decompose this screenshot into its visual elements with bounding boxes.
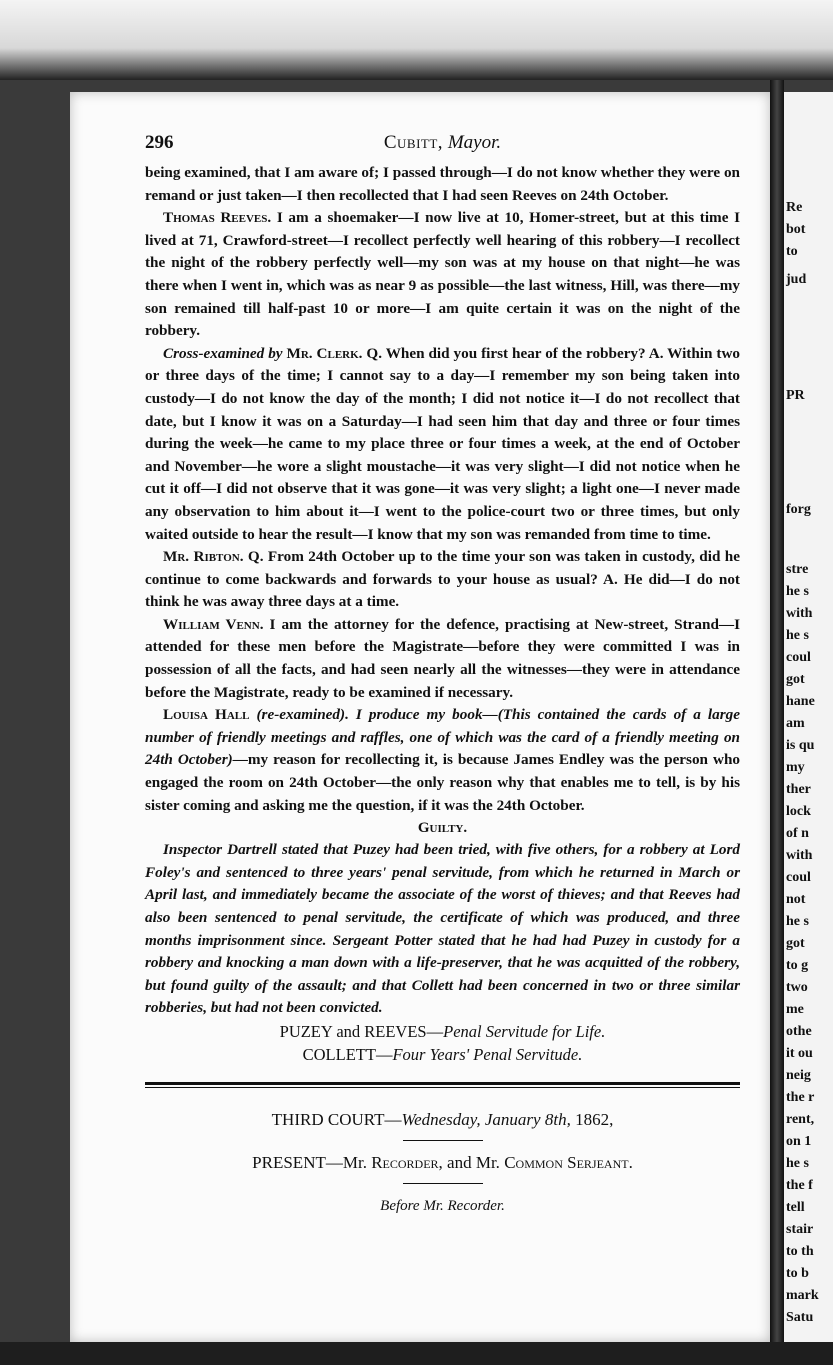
witness-name: William Venn. (163, 615, 264, 633)
right-page-fragment: of n (786, 826, 809, 841)
ribton-question (145, 546, 740, 614)
right-page-fragment: is qu (786, 738, 815, 753)
testimony-text: I am a shoemaker—I now live at 10, Homer-street, but at this time I lived at 71, Crawford-street—I recollect perfectly well hearing of this robbery—I recollect the night of the robbery perfectly well—my son was at my house on that night—he was there when I went in, which was as near 9 as possible—the last witness, Hill, was there—my son remained till half-past 10 or more—I am quite certain it was on the night of the robbery. (145, 209, 740, 340)
running-head-title: Mayor. (447, 132, 502, 153)
testimony-louisa-hall (145, 704, 740, 817)
running-head (145, 132, 740, 154)
witness-name: Louisa Hall (163, 706, 250, 724)
before-line: Before Mr. Recorder. (380, 1197, 505, 1214)
right-page-fragment: not (786, 892, 806, 907)
cross-exam-text: Q. When did you first hear of the robbery? A. Within two or three days of the time; I cannot say to a day—I remember my son being taken into custody—I do not know the day of the month; I did not notice it—I do not recollect that date, but I know it was on a Saturday—I had seen him that day and three or four times during the week—he came to my place three or four times a week, at the end of October and November—he wore a slight moustache—it was very slight—I did not notice when he cut it off—I did not observe that it was gone—it was very slight; a light one—I never made any observation to him about it—I went to the police-court two or three times, but only waited outside to hear the result—I know that my son was remanded from time to time. (145, 344, 741, 543)
right-page-fragment: got (786, 936, 805, 951)
scan-top-margin (0, 0, 833, 80)
right-page-fragment: two (786, 980, 808, 995)
book-page-right-edge (784, 92, 833, 1342)
sentence-collett (145, 1043, 740, 1066)
right-page-fragment: am (786, 716, 805, 731)
right-page-fragment: the r (786, 1090, 815, 1105)
page-content (145, 132, 740, 1215)
right-page-fragment: he s (786, 1156, 809, 1171)
right-page-fragment: with (786, 606, 813, 621)
prior-convictions-note: Inspector Dartrell stated that Puzey had been tried, with five others, for a robbery at Lord Foley's and sentenced to three years' penal servitude, from which he returned in March or April last, and immediately became the associate of the worst of thieves; and that Reeves had also been sentenced to penal servitude, the certificate of which was produced, and three months imprisonment since. Sergeant Potter stated that he had had Puzey in custody for a robbery and knocking a man down with a life-preserver, that he was acquitted of the robbery, but found guilty of the assault; and that Collett had been concerned in two or three similar robberies, but had not been convicted. (145, 841, 740, 1017)
right-page-fragment: he s (786, 584, 809, 599)
testimony-text: I am the attorney for the defence, practising at New-street, Strand—I attended for these men before the Magistrate—before they were committed I was in possession of all the facts, and had seen nearly all the witnesses—they were in attendance before the Magistrate, ready to be examined if necessary. (145, 615, 740, 701)
section-divider (145, 1082, 740, 1088)
present-line (145, 1153, 740, 1173)
sentence-puzey-reeves (145, 1020, 740, 1043)
right-page-fragment: it ou (786, 1046, 813, 1061)
verdict: Guilty. (417, 820, 468, 837)
book-note: I produce my book—(This contained the cards of a large number of friendly meetings and raffles, one of which was the card of a friendly meeting on 24th October) (145, 706, 740, 769)
book-page-left (70, 92, 770, 1342)
paragraph-continuation: being examined, that I am aware of; I passed through—I do not know whether they were on remand or just taken—I then recollected that I had seen Reeves on 24th October. (145, 164, 740, 204)
re-examined-note: (re-examined). (249, 706, 349, 724)
right-page-fragment: to b (786, 1266, 809, 1281)
right-page-fragment: to g (786, 958, 809, 973)
right-page-fragment: lock (786, 804, 811, 819)
testimony-text: —my reason for recollecting it, is because James Endley was the person who engaged the room on 24th October—the only reason why that enables me to tell, is by his sister coming and asking me the question, if it was the 24th October. (145, 751, 740, 814)
right-page-fragment: with (786, 848, 813, 863)
counsel-name: Mr. Clerk. (286, 344, 363, 362)
book-gutter (770, 80, 784, 1365)
right-page-fragment: PR (786, 388, 805, 403)
right-page-fragment: to (786, 244, 798, 259)
right-page-fragment: neig (786, 1068, 811, 1083)
right-page-fragment: stre (786, 562, 809, 577)
testimony-thomas-reeves (145, 207, 740, 343)
sentence-term: Four Years' Penal Servitude. (392, 1044, 583, 1064)
testimony-william-venn (145, 614, 740, 704)
right-page-fragment: ther (786, 782, 811, 797)
cross-examination (145, 343, 740, 546)
right-page-fragment: Re (786, 200, 803, 215)
right-page-fragment: mark (786, 1288, 819, 1303)
right-page-fragment: coul (786, 870, 811, 885)
right-page-fragment: he s (786, 628, 809, 643)
counsel-name: Mr. Ribton. (163, 548, 244, 566)
right-page-fragment: he s (786, 914, 809, 929)
court-heading (145, 1110, 740, 1130)
page-header (145, 132, 740, 162)
right-page-fragment: bot (786, 222, 806, 237)
right-page-fragment: stair (786, 1222, 814, 1237)
right-page-fragment: hane (786, 694, 815, 709)
right-page-fragment: my (786, 760, 805, 775)
right-page-fragment: jud (786, 272, 807, 287)
scan-bottom-margin (0, 1342, 833, 1365)
right-page-fragment: tell (786, 1200, 805, 1215)
right-page-fragment: to th (786, 1244, 814, 1259)
sentence-names: PUZEY and REEVES— (279, 1021, 444, 1041)
right-page-fragment: the f (786, 1178, 813, 1193)
right-page-fragment: got (786, 672, 805, 687)
right-page-fragment: forg (786, 502, 811, 517)
right-page-fragment: Satu (786, 1310, 814, 1325)
right-page-fragment: on 1 (786, 1134, 812, 1149)
short-rule (403, 1140, 483, 1141)
present-prefix: PRESENT—Mr. (252, 1152, 372, 1172)
present-and: and Mr. (442, 1152, 505, 1172)
court-date: Wednesday, January 8th, (401, 1109, 571, 1129)
cross-exam-lead: Cross-examined by (163, 344, 283, 362)
witness-name: Thomas Reeves. (163, 209, 272, 227)
right-page-fragment: rent, (786, 1112, 815, 1127)
short-rule (403, 1183, 483, 1184)
right-page-fragment: coul (786, 650, 811, 665)
serjeant-title: Common Serjeant. (504, 1152, 633, 1172)
right-page-fragment: me (786, 1002, 804, 1017)
question-text: Q. From 24th October up to the time your son was taken in custody, did he continue to come backwards and forwards to your house as usual? A. He did—I do not think he was away three days at a time. (145, 548, 740, 611)
court-name: THIRD COURT— (271, 1109, 402, 1129)
court-year: 1862, (570, 1109, 614, 1129)
right-page-fragment: othe (786, 1024, 812, 1039)
recorder-title: Recorder, (371, 1152, 443, 1172)
sentence-term: Penal Servitude for Life. (443, 1021, 606, 1041)
sentence-names: COLLETT— (302, 1044, 393, 1064)
running-head-name: Cubitt, (383, 132, 444, 153)
page-number: 296 (145, 132, 174, 153)
